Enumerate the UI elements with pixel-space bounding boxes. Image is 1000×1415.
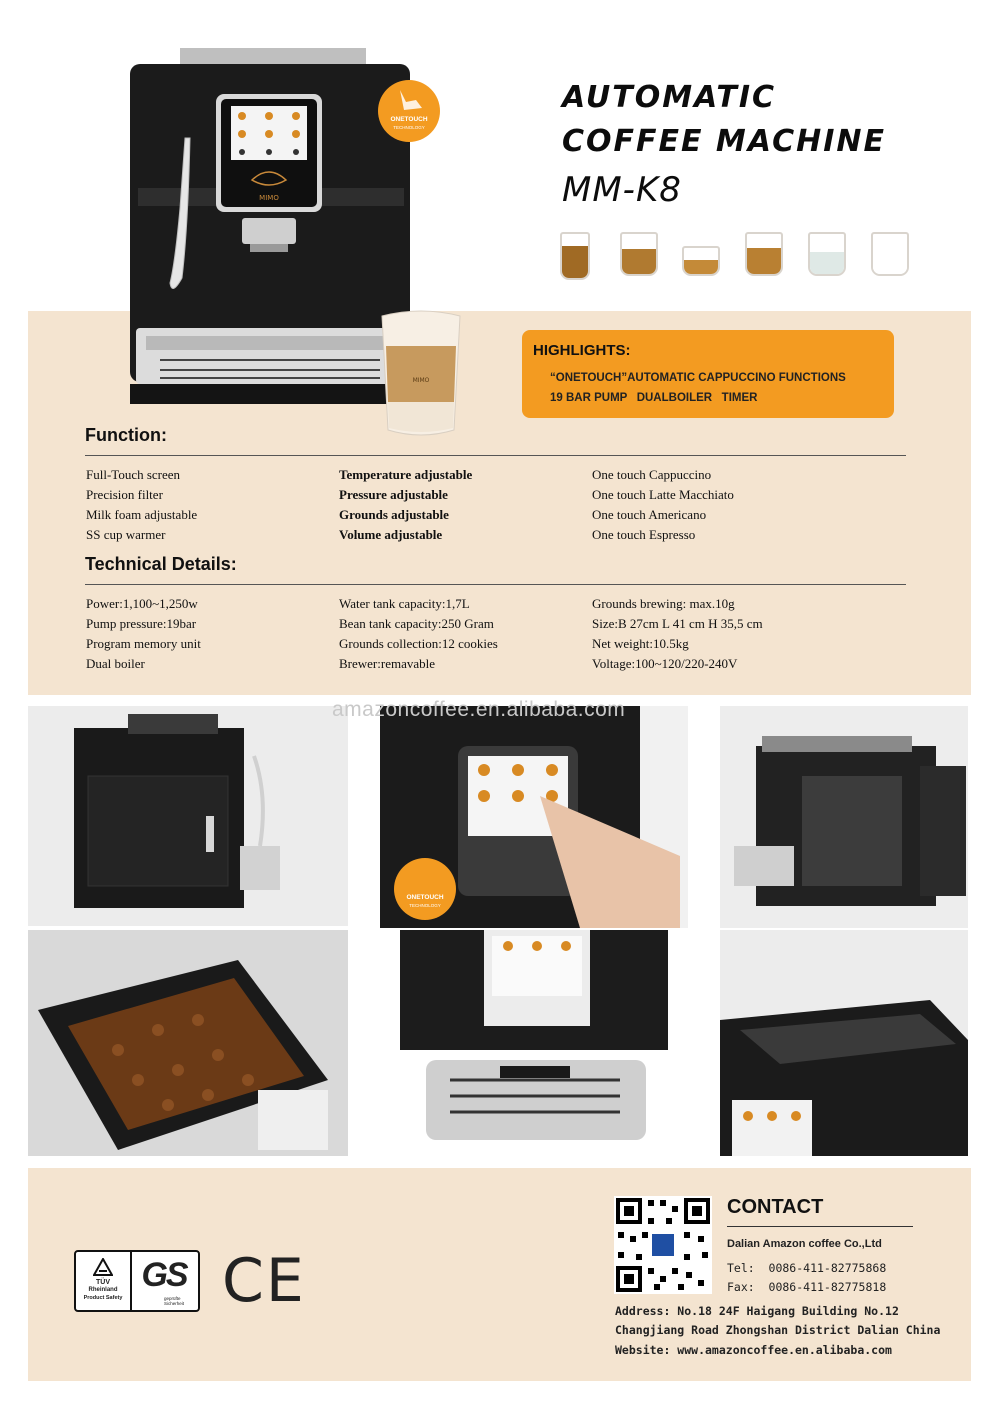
tuv-label: TÜV (96, 1279, 110, 1286)
cup-espresso (682, 246, 720, 276)
highlights-line-2: 19 BAR PUMP DUALBOILER TIMER (550, 392, 758, 404)
cup-hot-water (871, 232, 909, 276)
badge-photo-line2: TECHNOLOGY (409, 903, 441, 908)
badge-photo-line1: ONETOUCH (406, 894, 444, 901)
photo-bean-hopper (28, 930, 348, 1156)
contact-divider (727, 1226, 913, 1227)
function-item: One touch Latte Macchiato (592, 487, 734, 502)
gs-sub: geprüfte Sicherheit (164, 1296, 185, 1306)
cup-cappuccino (620, 232, 658, 276)
function-item: SS cup warmer (86, 527, 166, 542)
photo-open-brewer (720, 706, 968, 928)
latte-glass-image (378, 306, 464, 438)
svg-text:MIMO: MIMO (259, 194, 279, 202)
title-line2: COFFEE MACHINE (562, 124, 886, 159)
photo-machine-side (28, 706, 348, 926)
model-number: MM-K8 (562, 170, 682, 210)
contact-website: Website: www.amazoncoffee.en.alibaba.com (615, 1343, 892, 1357)
technical-item: Grounds brewing: max.10g (592, 596, 735, 611)
contact-fax: Fax: 0086-411-82775818 (727, 1280, 887, 1294)
contact-tel: Tel: 0086-411-82775868 (727, 1261, 887, 1275)
cup-milk (808, 232, 846, 276)
function-title: Function: (85, 425, 167, 445)
function-item: One touch Americano (592, 507, 707, 522)
onetouch-badge (378, 80, 440, 142)
function-item: One touch Cappuccino (592, 467, 712, 482)
tuv-triangle-icon (93, 1258, 113, 1276)
tuv-rheinland: Rheinland (88, 1287, 118, 1293)
technical-title: Technical Details: (85, 554, 237, 574)
technical-item: Size:B 27cm L 41 cm H 35,5 cm (592, 616, 763, 631)
function-item: Temperature adjustable (339, 467, 473, 482)
svg-text:MIMO: MIMO (412, 377, 430, 384)
contact-address-line2: Changjiang Road Zhongshan District Dalian China (615, 1323, 941, 1337)
highlights-line-1: “ONETOUCH”AUTOMATIC CAPPUCCINO FUNCTIONS (550, 372, 846, 384)
technical-item: Grounds collection:12 cookies (339, 636, 498, 651)
function-item: Pressure adjustable (339, 487, 448, 502)
coffee-machine-illustration (130, 48, 416, 410)
photo-front-tray (380, 930, 688, 1156)
watermark: amazoncoffee.en.alibaba.com (332, 698, 626, 721)
technical-item: Power:1,100~1,250w (86, 596, 198, 611)
tuv-gs-mark (74, 1250, 200, 1312)
title-line1: AUTOMATIC (562, 80, 777, 115)
qr-code (614, 1196, 712, 1294)
cup-coffee (745, 232, 783, 276)
technical-item: Bean tank capacity:250 Gram (339, 616, 494, 631)
technical-item: Net weight:10.5kg (592, 636, 689, 651)
tuv-product-safety: Product Safety (83, 1295, 123, 1301)
function-item: One touch Espresso (592, 527, 696, 542)
function-item: Grounds adjustable (339, 507, 449, 522)
highlights-title: HIGHLIGHTS: (533, 342, 631, 359)
badge-line1: ONETOUCH (390, 116, 428, 123)
technical-item: Dual boiler (86, 656, 145, 671)
technical-divider (85, 584, 906, 585)
technical-item: Brewer:remavable (339, 656, 436, 671)
highlights-box (522, 330, 894, 418)
function-item: Full-Touch screen (86, 467, 181, 482)
gs-label: GS (141, 1256, 187, 1294)
contact-company: Dalian Amazon coffee Co.,Ltd (727, 1238, 882, 1250)
onetouch-badge-photo (394, 858, 456, 920)
badge-line2: TECHNOLOGY (393, 125, 425, 130)
contact-address-line1: Address: No.18 24F Haigang Building No.12 (615, 1304, 899, 1318)
technical-item: Water tank capacity:1,7L (339, 596, 470, 611)
function-divider (85, 455, 906, 456)
technical-item: Voltage:100~120/220-240V (592, 656, 738, 671)
technical-item: Pump pressure:19bar (86, 616, 197, 631)
tuv-box (76, 1252, 132, 1310)
technical-item: Program memory unit (86, 636, 201, 651)
cup-latte-glass (560, 232, 590, 280)
function-item: Volume adjustable (339, 527, 443, 542)
photo-top-view (720, 930, 968, 1156)
function-item: Precision filter (86, 487, 163, 502)
contact-title: CONTACT (727, 1196, 824, 1218)
ce-mark: CE (222, 1246, 306, 1316)
hand-touch-icon (392, 86, 426, 112)
function-item: Milk foam adjustable (86, 507, 198, 522)
